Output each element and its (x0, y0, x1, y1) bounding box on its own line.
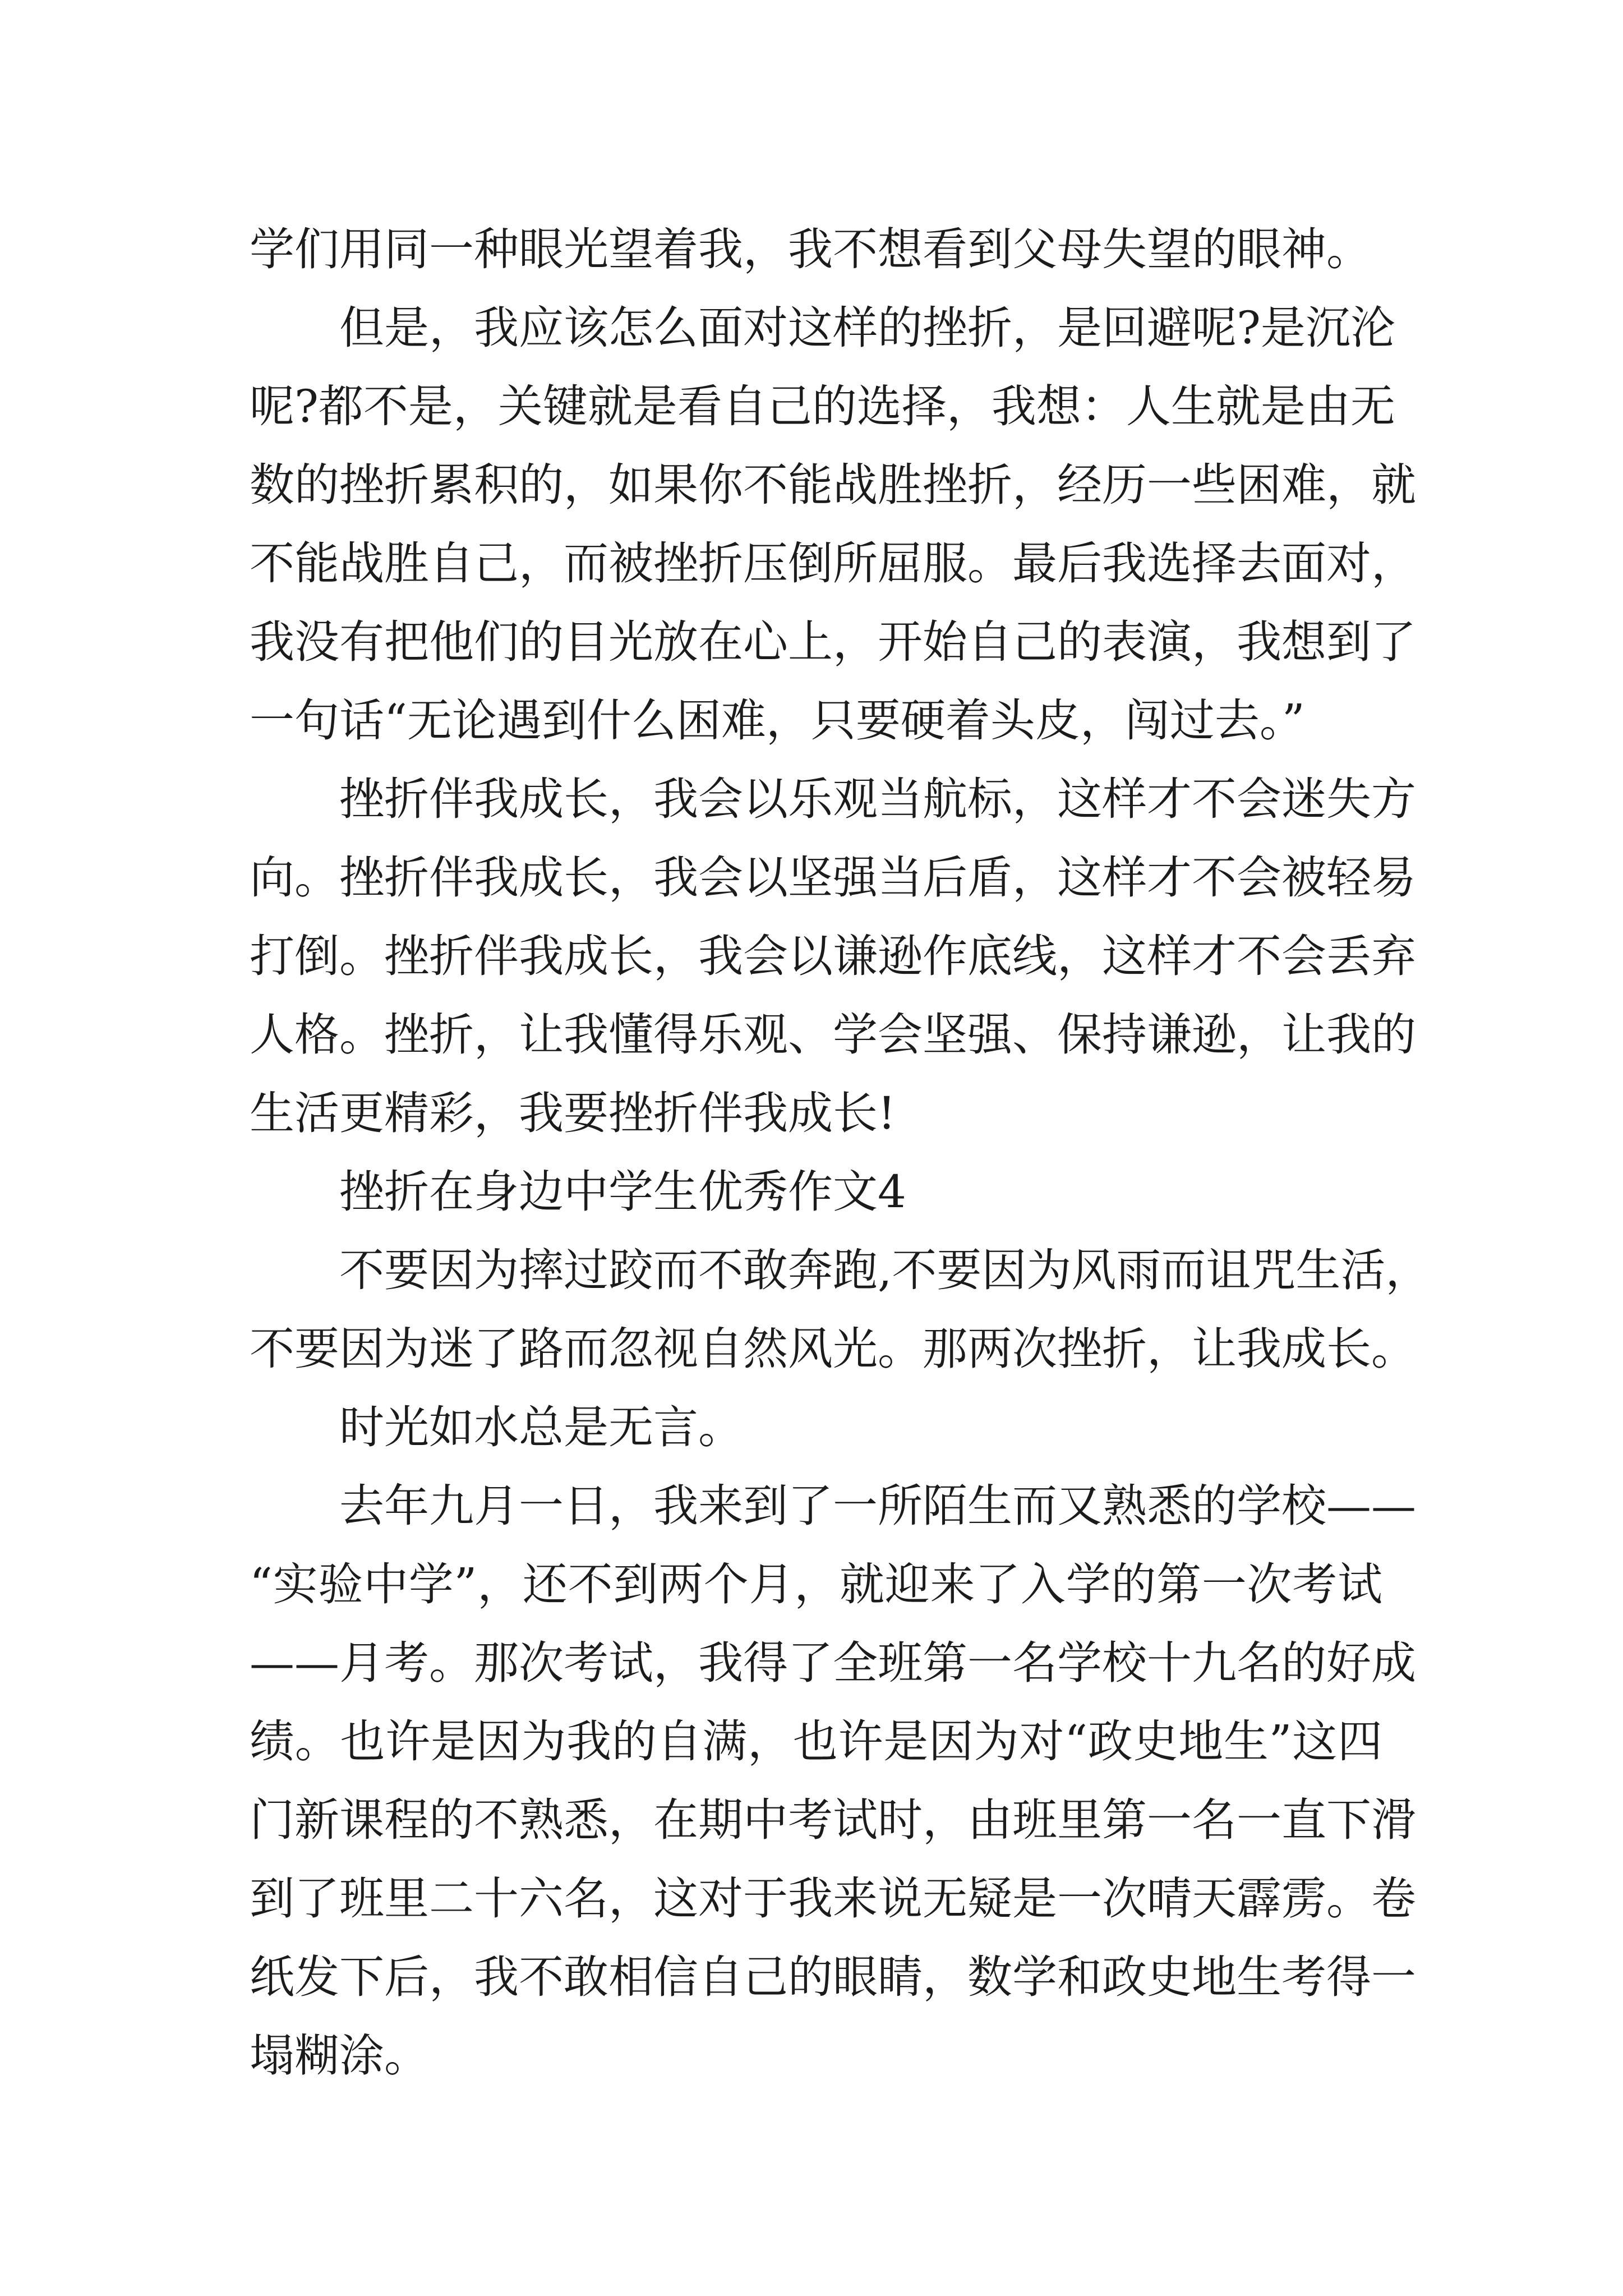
text-line: 绩。也许是因为我的自满，也许是因为对“政史地生”这四 (250, 1715, 1382, 1768)
text-line: 挫折伴我成长，我会以乐观当航标，这样才不会迷失方 (339, 773, 1416, 825)
text-line: 生活更精彩，我要挫折伴我成长! (250, 1087, 896, 1139)
text-line: 门新课程的不熟悉，在期中考试时，由班里第一名一直下滑 (250, 1794, 1416, 1846)
text-line: 到了班里二十六名，这对于我来说无疑是一次晴天霹雳。卷 (250, 1872, 1416, 1925)
text-line: 我没有把他们的目光放在心上，开始自己的表演，我想到了 (250, 616, 1416, 668)
text-line: ——月考。那次考试，我得了全班第一名学校十九名的好成 (250, 1637, 1416, 1689)
text-line: 不要因为迷了路而忽视自然风光。那两次挫折，让我成长。 (250, 1323, 1416, 1375)
text-line: 一句话“无论遇到什么困难，只要硬着头皮，闯过去。” (250, 694, 1305, 747)
text-line: 学们用同一种眼光望着我，我不想看到父母失望的眼神。 (250, 223, 1371, 275)
text-line: 数的挫折累积的，如果你不能战胜挫折，经历一些困难，就 (250, 459, 1416, 511)
text-line: 时光如水总是无言。 (339, 1401, 743, 1453)
body-text (250, 210, 1431, 2095)
text-line: 人格。挫折，让我懂得乐观、学会坚强、保持谦逊，让我的 (250, 1009, 1416, 1061)
text-line: 但是，我应该怎么面对这样的挫折，是回避呢?是沉沦 (339, 302, 1395, 354)
text-line: 去年九月一日，我来到了一所陌生而又熟悉的学校—— (339, 1480, 1416, 1532)
text-line: 挫折在身边中学生优秀作文4 (339, 1166, 906, 1218)
text-line: 纸发下后，我不敢相信自己的眼睛，数学和政史地生考得一 (250, 1951, 1416, 2003)
text-line: 不能战胜自己，而被挫折压倒所屈服。最后我选择去面对， (250, 537, 1416, 590)
text-line: 打倒。挫折伴我成长，我会以谦逊作底线，这样才不会丢弃 (250, 930, 1416, 982)
text-line: 不要因为摔过跤而不敢奔跑,不要因为风雨而诅咒生活， (339, 1244, 1431, 1296)
text-line: 呢?都不是，关键就是看自己的选择，我想：人生就是由无 (250, 380, 1395, 432)
text-line: 向。挫折伴我成长，我会以坚强当后盾，这样才不会被轻易 (250, 852, 1416, 904)
text-line: “实验中学”，还不到两个月，就迎来了入学的第一次考试 (250, 1558, 1382, 1611)
text-line: 塌糊涂。 (250, 2030, 429, 2082)
